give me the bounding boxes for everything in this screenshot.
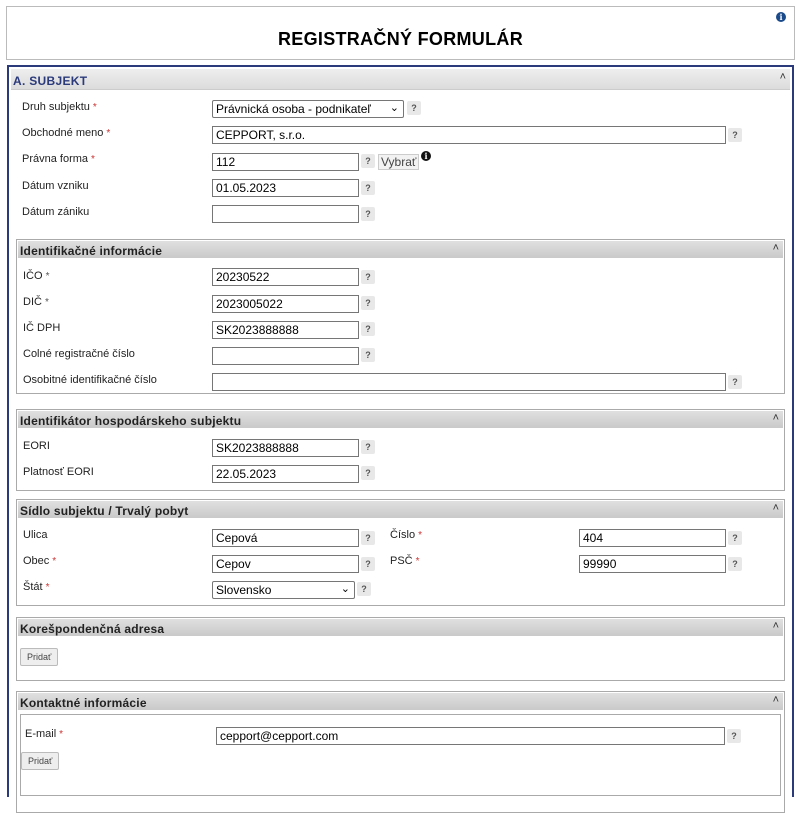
identifikator-header[interactable] bbox=[18, 411, 783, 428]
vybrat-button[interactable]: Vybrať bbox=[378, 154, 419, 170]
section-title: Kontaktné informácie bbox=[20, 696, 147, 710]
dic-input[interactable]: 2023005022 bbox=[212, 295, 359, 313]
help-icon[interactable]: ? bbox=[357, 582, 371, 596]
psc-label: PSČ * bbox=[390, 555, 420, 567]
cislo-label: Číslo * bbox=[390, 529, 422, 541]
kontaktne-header[interactable] bbox=[18, 693, 783, 710]
colne-cislo-label: Colné registračné číslo bbox=[23, 348, 135, 360]
help-icon[interactable]: ? bbox=[728, 128, 742, 142]
section-title: Identifikačné informácie bbox=[20, 244, 163, 258]
kontaktne-informacie-section bbox=[16, 691, 785, 813]
help-icon[interactable]: ? bbox=[361, 207, 375, 221]
datum-zaniku-input[interactable] bbox=[212, 205, 359, 223]
druh-subjektu-select[interactable]: Právnická osoba - podnikateľ ⌄ bbox=[212, 100, 404, 118]
datum-vzniku-input[interactable]: 01.05.2023 bbox=[212, 179, 359, 197]
pridat-kontakt-button[interactable]: Pridať bbox=[21, 752, 59, 770]
section-title: Identifikátor hospodárskeho subjektu bbox=[20, 414, 242, 428]
info-icon[interactable]: i bbox=[776, 12, 786, 22]
help-icon[interactable]: ? bbox=[361, 154, 375, 168]
dic-label: DIČ * bbox=[23, 296, 49, 308]
section-a-subjekt bbox=[7, 65, 794, 797]
psc-input[interactable]: 99990 bbox=[579, 555, 726, 573]
email-input[interactable]: cepport@cepport.com bbox=[216, 727, 725, 745]
help-icon[interactable]: ? bbox=[728, 557, 742, 571]
identifikacne-informacie-header[interactable] bbox=[18, 241, 783, 258]
chevron-down-icon: ⌄ bbox=[389, 102, 399, 114]
datum-zaniku-label: Dátum zániku bbox=[22, 206, 90, 218]
cislo-input[interactable]: 404 bbox=[579, 529, 726, 547]
korespondencna-adresa-section bbox=[16, 617, 785, 681]
help-icon[interactable]: ? bbox=[361, 531, 375, 545]
pravna-forma-label: Právna forma * bbox=[22, 153, 95, 165]
form-header bbox=[6, 6, 795, 60]
chevron-down-icon: ⌄ bbox=[340, 583, 350, 595]
identifikator-hospodarskeho-subjektu-section bbox=[16, 409, 785, 491]
druh-subjektu-label: Druh subjektu * bbox=[22, 101, 97, 113]
platnost-eori-label: Platnosť EORI bbox=[23, 466, 94, 478]
ulica-label: Ulica bbox=[23, 529, 48, 541]
pravna-forma-input[interactable]: 112 bbox=[212, 153, 359, 171]
ico-input[interactable]: 20230522 bbox=[212, 268, 359, 286]
ulica-input[interactable]: Cepová bbox=[212, 529, 359, 547]
collapse-icon[interactable]: ˄ bbox=[772, 502, 779, 514]
osobitne-cislo-input[interactable] bbox=[212, 373, 726, 391]
collapse-icon[interactable]: ˄ bbox=[779, 71, 786, 83]
help-icon[interactable]: ? bbox=[361, 466, 375, 480]
help-icon[interactable]: ? bbox=[361, 322, 375, 336]
sidlo-subjektu-section bbox=[16, 499, 785, 606]
help-icon[interactable]: ? bbox=[361, 181, 375, 195]
collapse-icon[interactable]: ˄ bbox=[772, 620, 779, 632]
section-title: Korešpondenčná adresa bbox=[20, 622, 165, 636]
help-icon[interactable]: ? bbox=[361, 270, 375, 284]
icdph-input[interactable]: SK2023888888 bbox=[212, 321, 359, 339]
colne-cislo-input[interactable] bbox=[212, 347, 359, 365]
section-a-header[interactable] bbox=[11, 69, 790, 90]
pridat-adresa-button[interactable]: Pridať bbox=[20, 648, 58, 666]
section-title: Sídlo subjektu / Trvalý pobyt bbox=[20, 504, 189, 518]
eori-label: EORI bbox=[23, 440, 50, 452]
obchodne-meno-input[interactable]: CEPPORT, s.r.o. bbox=[212, 126, 726, 144]
icdph-label: IČ DPH bbox=[23, 322, 61, 334]
help-icon[interactable]: ? bbox=[361, 296, 375, 310]
help-icon[interactable]: ? bbox=[407, 101, 421, 115]
identifikacne-informacie-section bbox=[16, 239, 785, 394]
collapse-icon[interactable]: ˄ bbox=[772, 412, 779, 424]
platnost-eori-input[interactable]: 22.05.2023 bbox=[212, 465, 359, 483]
email-group bbox=[20, 714, 781, 796]
section-a-title: A. SUBJEKT bbox=[13, 74, 88, 88]
ico-label: IČO * bbox=[23, 270, 50, 282]
info-icon[interactable]: i bbox=[421, 151, 431, 161]
korespondencna-header[interactable] bbox=[18, 619, 783, 636]
help-icon[interactable]: ? bbox=[728, 531, 742, 545]
email-label: E-mail * bbox=[25, 728, 64, 740]
stat-select[interactable]: Slovensko ⌄ bbox=[212, 581, 355, 599]
help-icon[interactable]: ? bbox=[361, 557, 375, 571]
page-title: REGISTRAČNÝ FORMULÁR bbox=[278, 29, 523, 49]
obchodne-meno-label: Obchodné meno * bbox=[22, 127, 111, 139]
eori-input[interactable]: SK2023888888 bbox=[212, 439, 359, 457]
help-icon[interactable]: ? bbox=[361, 440, 375, 454]
collapse-icon[interactable]: ˄ bbox=[772, 242, 779, 254]
datum-vzniku-label: Dátum vzniku bbox=[22, 180, 89, 192]
obec-label: Obec * bbox=[23, 555, 57, 567]
help-icon[interactable]: ? bbox=[361, 348, 375, 362]
help-icon[interactable]: ? bbox=[728, 375, 742, 389]
help-icon[interactable]: ? bbox=[727, 729, 741, 743]
osobitne-cislo-label: Osobitné identifikačné číslo bbox=[23, 374, 157, 386]
sidlo-header[interactable] bbox=[18, 501, 783, 518]
collapse-icon[interactable]: ˄ bbox=[772, 694, 779, 706]
stat-label: Štát * bbox=[23, 581, 50, 593]
obec-input[interactable]: Cepov bbox=[212, 555, 359, 573]
